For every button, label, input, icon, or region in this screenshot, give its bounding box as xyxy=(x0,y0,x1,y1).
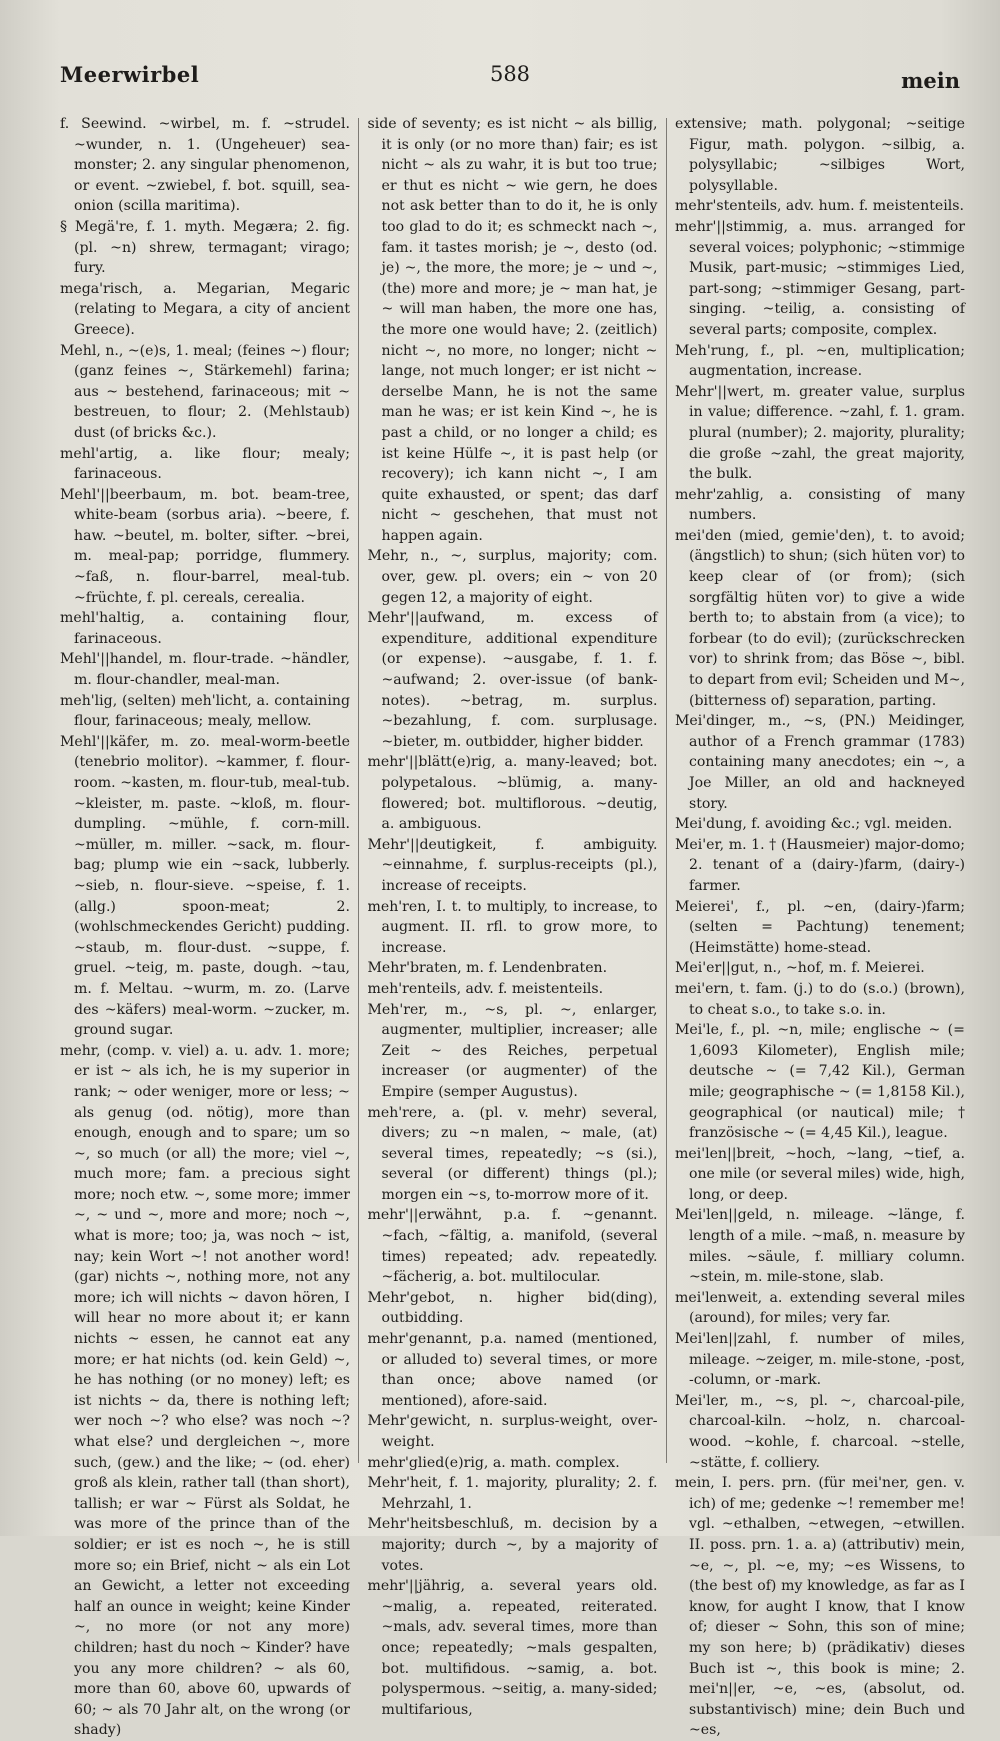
entry: mei'lenweit, a. extending several miles (around), for miles; very far. xyxy=(675,1289,965,1327)
entry: Meierei', f., pl. ~en, (dairy-)farm; (selten = Pachtung) tenement; (Heimstätte) home-stead. xyxy=(675,898,965,956)
entry: mehr'genannt, p.a. named (mentioned, or alluded to) several times, or more than once; above named (or mentioned), afore-said. xyxy=(367,1331,658,1409)
entry: § Megä're, f. 1. myth. Megæra; 2. fig. (pl. ~n) shrew, termagant; virago; fury. xyxy=(60,218,350,277)
entry: mehr'||jährig, a. several years old. ~malig, a. repeated, reiterated. ~mals, adv. several times, more than once; repeatedly; ~mals gespalten, bot. multifidous. ~samig, a. bot. polyspermous. ~seitig, a. many-sided; multifarious, xyxy=(367,1578,658,1718)
entry: mehr, (comp. v. viel) a. u. adv. 1. more; er ist ~ als ich, he is my superior in rank; ~ oder weniger, more or less; ~ als genug (od. nötig), more than enough, enough and to spare; um so ~, so much (or all) the more; viel ~, much more; fam. a precious sight more; noch etw. ~, some more; immer ~, ~ und ~, more and more; noch ~, what is more; too; ja, was noch ~ ist, nay; kein Wort ~! not another word! (gar) nichts ~, nothing more, not any more; ich will nichts ~ davon hören, I will hear no more about it; er kann nichts ~ essen, he cannot eat any more; er hat nichts (od. kein Geld) ~, he has nothing (or no money) left; es ist nichts ~ da, there is nothing left; wer noch ~? who else? was noch ~? what else? und dergleichen ~, more such, (gew.) and the like; ~ (od. eher) groß als klein, rather tall (than short), tallish; er war ~ Fürst als Soldat, he was more of the prince than of the soldier; er ist es noch ~, he is still more so; ein Brief, nicht ~ als ein Lot an Gewicht, a letter not exceeding half an ounce in weight; keine Kinder ~, no more (or not any more) children; hast du noch ~ Kinder? have you any more children? ~ als 60, more than 60, above 60, upwards of 60; ~ als 70 Jahr alt, on the wrong (or shady) xyxy=(60,1042,350,1739)
entry: Mehl, n., ~(e)s, 1. meal; (feines ~) flour; (ganz feines ~, Stärkemehl) farina; aus ~ bestehend, farinaceous; mit ~ bestreuen, to flour; 2. (Mehlstaub) dust (of bricks &c.). xyxy=(60,342,350,441)
entry: mega'risch, a. Megarian, Megaric (relating to Megara, a city of ancient Greece). xyxy=(60,280,350,338)
header-left-catchword: Meerwirbel xyxy=(60,62,200,87)
page-number: 588 xyxy=(489,62,531,86)
header-right-catchword: mein xyxy=(901,68,960,93)
entry: Mei'dinger, m., ~s, (PN.) Meidinger, author of a French grammar (1783) containing many anecdotes; ein ~, a Joe Miller, an old and hackneyed story. xyxy=(675,713,965,812)
entry: Mehr, n., ~, surplus, majority; com. over, gew. pl. overs; ein ~ von 20 gegen 12, a majority of eight. xyxy=(367,548,658,606)
column-divider xyxy=(666,118,667,1463)
entry: mehl'haltig, a. containing flour, farinaceous. xyxy=(60,610,350,647)
column-left xyxy=(60,114,350,1739)
entry: Mehr'||wert, m. greater value, surplus in value; difference. ~zahl, f. 1. gram. plural (number); 2. majority, plurality; die große ~zahl, the great majority, the bulk. xyxy=(675,383,965,483)
entry: mehr'zahlig, a. consisting of many numbers. xyxy=(675,486,965,524)
entry: Mei'len||geld, n. mileage. ~länge, f. length of a mile. ~maß, n. measure by miles. ~säule, f. milliary column. ~stein, m. mile-stone, slab. xyxy=(675,1207,965,1286)
entry: extensive; math. polygonal; ~seitige Figur, math. polygon. ~silbig, a. polysyllabic; ~silbiges Wort, polysyllable. xyxy=(675,116,965,194)
column-divider xyxy=(358,118,359,1463)
entry: Mei'dung, f. avoiding &c.; vgl. meiden. xyxy=(675,816,953,833)
column-middle xyxy=(367,114,658,1718)
entry: mei'ern, t. fam. (j.) to do (s.o.) (brown), to cheat s.o., to take s.o. in. xyxy=(675,980,965,1018)
entry: meh'ren, I. t. to multiply, to increase, to augment. II. rfl. to grow more, to increase. xyxy=(367,898,658,956)
entry: mehr'||blätt(e)rig, a. many-leaved; bot. polypetalous. ~blümig, a. many-flowered; bot. multiflorous. ~deutig, a. ambiguous. xyxy=(367,754,658,833)
entry: Meh'rung, f., pl. ~en, multiplication; augmentation, increase. xyxy=(675,342,965,380)
running-header xyxy=(60,58,960,94)
entry: meh'lig, (selten) meh'licht, a. containing flour, farinaceous; mealy, mellow. xyxy=(60,692,350,730)
entry: Mehr'gewicht, n. surplus-weight, over-weight. xyxy=(367,1413,658,1450)
entry: Meh'rer, m., ~s, pl. ~, enlarger, augmenter, multiplier, increaser; alle Zeit ~ des Reiches, perpetual increaser (or augmenter) of the Empire (semper Augustus). xyxy=(367,1001,658,1100)
entry: Mei'er, m. 1. † (Hausmeier) major-domo; 2. tenant of a (dairy-)farm, (dairy-) farmer. xyxy=(675,836,965,894)
entry: Mei'er||gut, n., ~hof, m. f. Meierei. xyxy=(675,960,925,977)
entry: Mehr'||aufwand, m. excess of expenditure, additional expenditure (or expense). ~ausgabe, f. 1. f. ~aufwand; 2. over-issue (of bank-notes). ~betrag, m. surplus. ~bezahlung, f. com. surplusage. ~bieter, m. outbidder, higher bidder. xyxy=(367,610,658,750)
column-right xyxy=(675,114,965,1739)
entry: meh'rere, a. (pl. v. mehr) several, divers; zu ~n malen, ~ male, (at) several times, repeatedly; ~s (si.), several (or different) things (pl.); morgen ein ~s, to-morrow more of it. xyxy=(367,1104,658,1203)
entry: Mehr'braten, m. f. Lendenbraten. xyxy=(367,960,608,977)
entry: mei'den (mied, gemie'den), t. to avoid; (ängstlich) to shun; (sich hüten vor) to keep clear of (or from); (sich sorgfältig hüten vor) to give a wide berth to; to abstain from (a vice); to forbear (to do evil); (zurückschrecken vor) to shrink from; das Böse ~, bibl. to depart from evil; Scheiden und M~, (bitterness of) separation, parting. xyxy=(675,527,965,709)
entry: Mehr'heitsbeschluß, m. decision by a majority; durch ~, by a majority of votes. xyxy=(367,1516,658,1574)
entry: mehr'||erwähnt, p.a. f. ~genannt. ~fach, ~fältig, a. manifold, (several times) repeated; adv. repeatedly. ~fächerig, a. bot. multilocular. xyxy=(367,1207,658,1286)
entry: f. Seewind. ~wirbel, m. f. ~strudel. ~wunder, n. 1. (Ungeheuer) sea-monster; 2. any singular phenomenon, or event. ~zwiebel, f. bot. squill, sea-onion (scilla maritima). xyxy=(60,116,350,215)
entry: mehr'||stimmig, a. mus. arranged for several voices; polyphonic; ~stimmige Musik, part-music; ~stimmiges Lied, part-song; ~stimmiger Gesang, part-singing. ~teilig, a. consisting of several parts; composite, complex. xyxy=(675,218,965,338)
text-columns xyxy=(60,114,965,1739)
entry: mein, I. pers. prn. (für mei'ner, gen. v. ich) of me; gedenke ~! remember me! vgl. ~ethalben, ~etwegen, ~etwillen. II. poss. prn. 1. a. a) (attributiv) mein, ~e, ~, pl. ~e, my; ~es Wissens, to (the best of) my knowledge, as far as I know, for aught I know, that I know of; dieser ~ Sohn, this son of mine; my son here; b) (prädikativ) dieses Buch ist ~, this book is mine; 2. mei'n||er, ~e, ~es, (absolut, od. substantivisch) mine; dein Buch und ~es, xyxy=(675,1475,965,1739)
entry: Mehr'gebot, n. higher bid(ding), outbidding. xyxy=(367,1289,658,1327)
entry: Mehl'||handel, m. flour-trade. ~händler, m. flour-chandler, meal-man. xyxy=(60,651,350,689)
entry: Mei'len||zahl, f. number of miles, mileage. ~zeiger, m. mile-stone, -post, -column, or -mark. xyxy=(675,1331,965,1389)
entry: mehr'glied(e)rig, a. math. complex. xyxy=(367,1454,620,1471)
entry: Mei'le, f., pl. ~n, mile; englische ~ (= 1,6093 Kilometer), English mile; deutsche ~ (= 7,42 Kil.), German mile; geographische ~ (= 1,8158 Kil.), geographical (or nautical) mile; † französische ~ (= 4,45 Kil.), league. xyxy=(675,1022,965,1142)
entry: Mehr'||deutigkeit, f. ambiguity. ~einnahme, f. surplus-receipts (pl.), increase of receipts. xyxy=(367,836,658,894)
entry: Mehr'heit, f. 1. majority, plurality; 2. f. Mehrzahl, 1. xyxy=(367,1475,658,1512)
entry: meh'renteils, adv. f. meistenteils. xyxy=(367,980,604,997)
entry: Mei'ler, m., ~s, pl. ~, charcoal-pile, charcoal-kiln. ~holz, n. charcoal-wood. ~kohle, f. charcoal. ~stelle, ~stätte, f. colliery. xyxy=(675,1392,965,1471)
entry: mei'len||breit, ~hoch, ~lang, ~tief, a. one mile (or several miles) wide, high, long, or deep. xyxy=(675,1145,965,1203)
entry: mehl'artig, a. like flour; mealy; farinaceous. xyxy=(60,445,350,483)
entry: mehr'stenteils, adv. hum. f. meistenteils. xyxy=(675,198,965,215)
entry: side of seventy; es ist nicht ~ als billig, it is only (or no more than) fair; es ist nicht ~ als zu wahr, it is but too true; er thut es nicht ~ wie gern, he does not ask better than to do it, he is only too glad to do it; es schmeckt nach ~, fam. it tastes morish; je ~, desto (od. je) ~, the more, the more; je ~ und ~, (the) more and more; je ~ man hat, je ~ will man haben, the more one has, the more one would have; 2. (zeitlich) nicht ~, no more, no longer; nicht ~ lange, not much longer; er ist nicht ~ derselbe Mann, he is not the same man he was; er ist kein Kind ~, he is past a child, or no longer a child; es ist keine Hülfe ~, it is past help (or recovery); ich kann nicht ~, I am quite exhausted, or spent; das darf nicht ~ geschehen, that must not happen again. xyxy=(367,116,658,544)
entry: Mehl'||käfer, m. zo. meal-worm-beetle (tenebrio molitor). ~kammer, f. flour-room. ~kasten, m. flour-tub, meal-tub. ~kleister, m. paste. ~kloß, m. flour-dumpling. ~mühle, f. corn-mill. ~müller, m. miller. ~sack, m. flour-bag; plump wie ein ~sack, lubberly. ~sieb, n. flour-sieve. ~speise, f. 1. (allg.) spoon-meat; 2. (wohlschmeckendes Gericht) pudding. ~staub, m. flour-dust. ~suppe, f. gruel. ~teig, m. paste, dough. ~tau, m. f. Meltau. ~wurm, m. zo. (Larve des ~käfers) meal-worm. ~zucker, m. ground sugar. xyxy=(60,733,350,1039)
entry: Mehl'||beerbaum, m. bot. beam-tree, white-beam (sorbus aria). ~beere, f. haw. ~beutel, m. bolter, sifter. ~brei, m. meal-pap; porridge, flummery. ~faß, n. flour-barrel, meal-tub. ~früchte, f. pl. cereals, cerealia. xyxy=(60,486,350,606)
